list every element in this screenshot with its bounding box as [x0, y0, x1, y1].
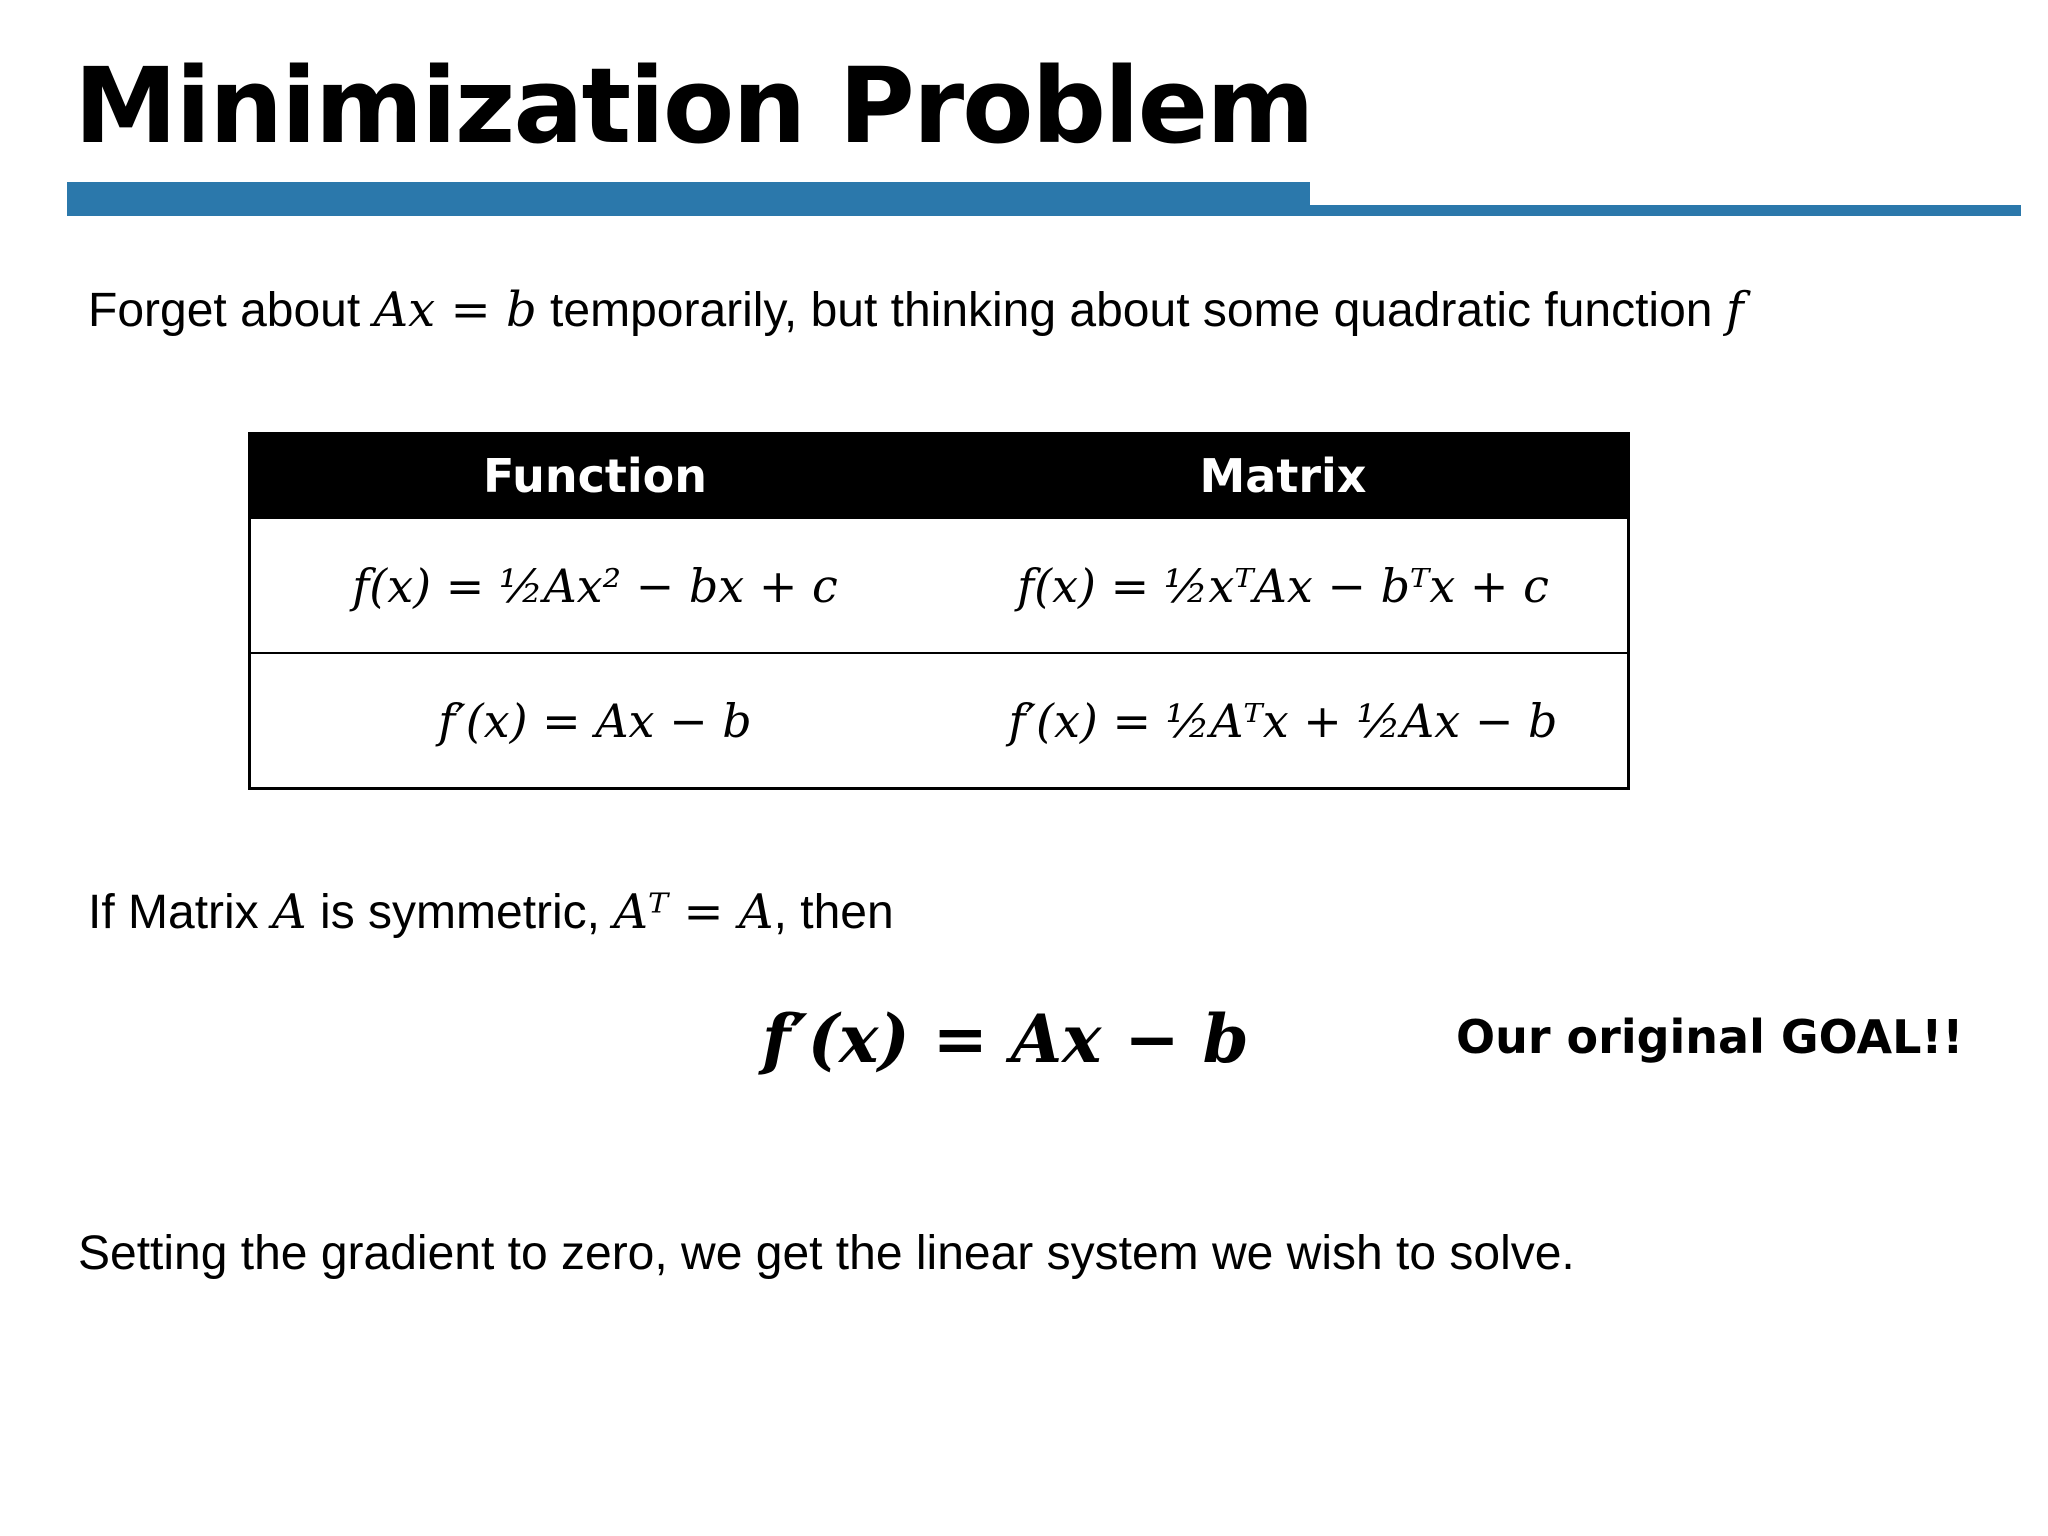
symmetry-condition [88, 884, 894, 942]
intro-function-variable: f [1725, 282, 1744, 338]
table-cell [250, 518, 940, 653]
header-matrix: Matrix [939, 434, 1629, 519]
table-cell [939, 518, 1629, 653]
table-row [250, 518, 1629, 653]
intro-text-end: temporarily, but thinking about some quadratic function [536, 284, 1726, 337]
table-cell [250, 653, 940, 789]
intro-equation: Ax = b [373, 282, 537, 338]
result-equation: f′(x) = Ax − b [762, 1000, 1249, 1078]
table-header-row [250, 434, 1629, 519]
condition-text-end: , then [773, 886, 894, 939]
title-underline-thin [1310, 205, 2021, 216]
condition-equation: Aᵀ = A [613, 884, 774, 940]
matrix-function-formula: f(x) = ½xᵀAx − bᵀx + c [1017, 558, 1549, 613]
conclusion-sentence: Setting the gradient to zero, we get the linear system we wish to solve. [78, 1227, 1575, 1280]
title-underline-thick [67, 182, 1310, 216]
condition-matrix-variable: A [272, 884, 307, 940]
intro-sentence [88, 282, 1744, 340]
table-cell [939, 653, 1629, 789]
goal-label: Our original GOAL!! [1456, 1010, 1964, 1064]
scalar-derivative-formula: f′(x) = Ax − b [438, 693, 752, 748]
header-function: Function [250, 434, 940, 519]
matrix-derivative-formula: f′(x) = ½Aᵀx + ½Ax − b [1008, 693, 1558, 748]
scalar-function-formula: f(x) = ½Ax² − bx + c [352, 558, 838, 613]
slide-title: Minimization Problem [74, 45, 1313, 167]
intro-text-start: Forget about [88, 284, 374, 337]
condition-text-start: If Matrix [88, 886, 273, 939]
table-row [250, 653, 1629, 789]
function-matrix-table [248, 432, 1630, 790]
condition-text-middle: is symmetric, [306, 886, 614, 939]
